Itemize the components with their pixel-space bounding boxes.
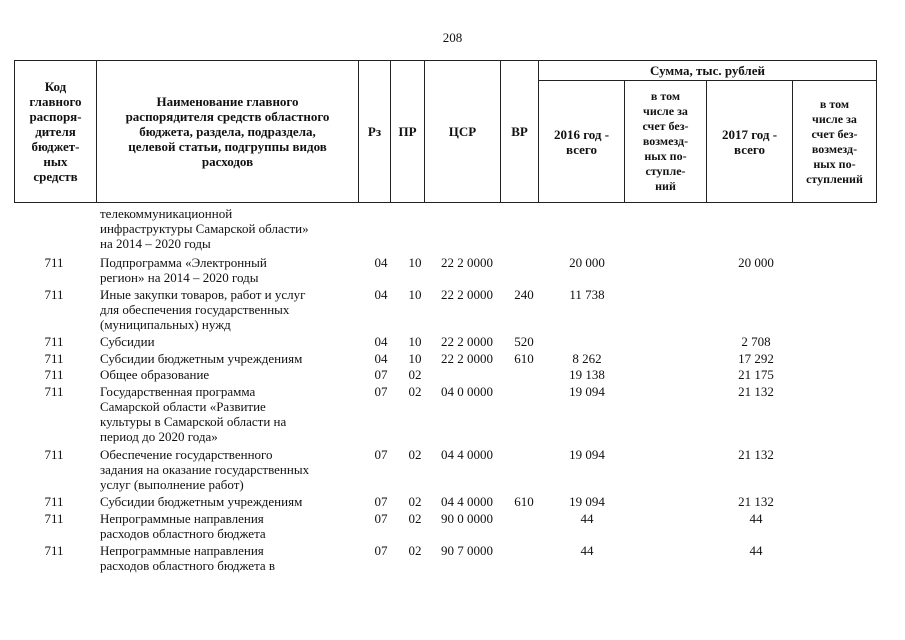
cell-csr: 90 0 0000 <box>441 510 493 526</box>
cell-name <box>100 367 362 382</box>
cell-2016-total: 8 262 <box>572 350 602 366</box>
cell-name <box>100 447 362 492</box>
cell-code: 711 <box>44 333 64 349</box>
cell-2017-total: 21 132 <box>738 384 774 400</box>
cell-name-line: регион» на 2014 – 2020 годы <box>100 269 259 285</box>
header-line: возмезд- <box>811 141 858 156</box>
cell-csr: 90 7 0000 <box>441 542 493 558</box>
cell-csr: 04 4 0000 <box>441 446 493 462</box>
cell-name-line: культуры в Самарской области на <box>100 414 287 430</box>
header-line: ступлений <box>806 171 863 186</box>
cell-pr: 10 <box>408 254 422 270</box>
cell-name-line: задания на оказание государственных <box>100 461 310 477</box>
cell-pr: 02 <box>408 367 422 383</box>
cell-name-line: расходов областного бюджета в <box>100 557 276 573</box>
header-pr: ПР <box>391 61 425 203</box>
cell-rz: 04 <box>374 286 388 302</box>
table-row <box>14 255 806 285</box>
table-row <box>14 287 806 333</box>
header-line: счет без- <box>642 119 689 133</box>
cell-csr: 22 2 0000 <box>441 254 493 270</box>
cell-name <box>100 543 362 573</box>
cell-csr: 04 4 0000 <box>441 493 493 509</box>
cell-name <box>100 494 362 509</box>
table-row <box>14 384 806 445</box>
header-vr: ВР <box>501 61 539 203</box>
cell-code: 711 <box>44 254 64 270</box>
table-row <box>14 447 806 493</box>
header-line: 2016 год - <box>553 126 610 142</box>
cell-vr: 610 <box>514 493 534 509</box>
header-line: ступле- <box>645 164 686 178</box>
header-line: расходов <box>201 154 254 169</box>
header-2016-incl <box>625 81 707 203</box>
cell-rz: 07 <box>374 510 388 526</box>
cell-name <box>100 287 362 332</box>
header-line: всего <box>734 141 765 157</box>
header-line: счет без- <box>811 126 858 141</box>
cell-2016-total: 44 <box>580 542 594 558</box>
header-line: всего <box>566 141 597 157</box>
header-line: главного <box>29 94 82 109</box>
page-number: 208 <box>442 30 463 45</box>
table-row <box>14 494 806 509</box>
cell-code: 711 <box>44 542 64 558</box>
cell-pr: 02 <box>408 384 422 400</box>
cell-2017-total: 21 132 <box>738 446 774 462</box>
cell-name-line: для обеспечения государственных <box>100 301 290 317</box>
cell-name-line: период до 2020 года» <box>100 429 218 445</box>
cell-2017-total: 17 292 <box>738 350 774 366</box>
header-line: ний <box>655 179 676 193</box>
header-line: ных <box>43 154 68 169</box>
table-row <box>14 334 806 349</box>
header-sum: Сумма, тыс. рублей <box>539 61 877 81</box>
header-line: в том <box>650 89 681 103</box>
header-rz: Рз <box>359 61 391 203</box>
cell-code: 711 <box>44 384 64 400</box>
header-line: 2017 год - <box>721 126 778 142</box>
cell-2017-total: 44 <box>749 510 763 526</box>
cell-2017-total: 20 000 <box>738 254 774 270</box>
cell-2016-total: 19 094 <box>569 384 605 400</box>
cell-code: 711 <box>44 367 64 383</box>
table-row <box>14 351 806 366</box>
cell-rz: 07 <box>374 367 388 383</box>
cell-rz: 04 <box>374 254 388 270</box>
header-csr: ЦСР <box>425 61 501 203</box>
header-line: бюджет- <box>31 139 80 154</box>
cell-csr: 22 2 0000 <box>441 350 493 366</box>
cell-2016-total: 19 138 <box>569 367 605 383</box>
header-line: числе за <box>643 104 688 118</box>
cell-rz: 07 <box>374 384 388 400</box>
header-line: дителя <box>35 124 76 139</box>
cell-code: 711 <box>44 510 64 526</box>
cell-name-line: на 2014 – 2020 годы <box>100 236 211 251</box>
cell-rz: 04 <box>374 333 388 349</box>
header-line: ных по- <box>813 156 856 171</box>
cell-code: 711 <box>44 493 64 509</box>
cell-2016-total: 19 094 <box>569 493 605 509</box>
cell-csr: 22 2 0000 <box>441 333 493 349</box>
cell-vr: 520 <box>514 333 534 349</box>
cell-csr: 04 0 0000 <box>441 384 493 400</box>
cell-name <box>100 206 362 251</box>
cell-code: 711 <box>44 286 64 302</box>
header-2016-total <box>539 81 625 203</box>
header-line: Код <box>44 79 67 94</box>
header-code <box>15 61 97 203</box>
cell-name-line: (муниципальных) нужд <box>100 316 231 332</box>
cell-name-line: Общее образование <box>100 367 210 383</box>
cell-2016-total: 44 <box>580 510 594 526</box>
cell-name <box>100 511 362 541</box>
cell-pr: 10 <box>408 350 422 366</box>
header-name <box>97 61 359 203</box>
cell-2016-total: 20 000 <box>569 254 605 270</box>
table-row <box>14 543 806 573</box>
cell-name <box>100 334 362 349</box>
cell-name-line: Государственная программа <box>100 384 256 400</box>
header-line: в том <box>819 96 850 111</box>
cell-name-line: телекоммуникационной <box>100 206 233 221</box>
header-line: целевой статьи, подгруппы видов <box>128 139 327 154</box>
cell-code: 711 <box>44 350 64 366</box>
cell-rz: 07 <box>374 542 388 558</box>
cell-name <box>100 384 362 444</box>
cell-pr: 02 <box>408 510 422 526</box>
cell-name-line: услуг (выполнение работ) <box>100 476 244 492</box>
table-header <box>14 60 877 203</box>
cell-name-line: Обеспечение государственного <box>100 446 273 462</box>
cell-name-line: Самарской области «Развитие <box>100 399 266 415</box>
cell-name-line: инфраструктуры Самарской области» <box>100 221 309 236</box>
cell-name <box>100 255 362 285</box>
cell-name-line: Непрограммные направления <box>100 510 264 526</box>
header-2017-incl <box>793 81 877 203</box>
table-row <box>14 206 806 252</box>
cell-pr: 02 <box>408 493 422 509</box>
table-row <box>14 367 806 382</box>
cell-name-line: Субсидии бюджетным учреждениям <box>100 493 303 509</box>
cell-csr: 22 2 0000 <box>441 286 493 302</box>
cell-2016-total: 19 094 <box>569 446 605 462</box>
cell-name-line: Непрограммные направления <box>100 542 264 558</box>
cell-name-line: Субсидии бюджетным учреждениям <box>100 350 303 366</box>
cell-2016-total: 11 738 <box>569 286 605 302</box>
cell-vr: 610 <box>514 350 534 366</box>
cell-pr: 10 <box>408 286 422 302</box>
header-line: числе за <box>812 111 857 126</box>
cell-pr: 02 <box>408 542 422 558</box>
cell-2017-total: 21 175 <box>738 367 774 383</box>
cell-pr: 02 <box>408 446 422 462</box>
table-row <box>14 511 806 541</box>
cell-name <box>100 351 362 366</box>
header-line: распоря- <box>29 109 82 124</box>
cell-name-line: Иные закупки товаров, работ и услуг <box>100 286 306 302</box>
header-2017-total <box>707 81 793 203</box>
cell-vr: 240 <box>514 286 534 302</box>
cell-name-line: расходов областного бюджета <box>100 525 266 541</box>
header-line: распорядителя средств областного <box>125 109 330 124</box>
cell-rz: 07 <box>374 493 388 509</box>
cell-2017-total: 21 132 <box>738 493 774 509</box>
cell-name-line: Субсидии <box>100 333 155 349</box>
cell-2017-total: 2 708 <box>741 333 771 349</box>
header-line: бюджета, раздела, подраздела, <box>139 124 316 139</box>
cell-2017-total: 44 <box>749 542 763 558</box>
cell-pr: 10 <box>408 333 422 349</box>
cell-rz: 07 <box>374 446 388 462</box>
header-line: возмезд- <box>642 134 689 148</box>
cell-rz: 04 <box>374 350 388 366</box>
cell-name-line: Подпрограмма «Электронный <box>100 254 267 270</box>
header-line: Наименование главного <box>156 94 299 109</box>
header-line: ных по- <box>644 149 687 163</box>
header-line: средств <box>33 169 78 184</box>
cell-code: 711 <box>44 446 64 462</box>
